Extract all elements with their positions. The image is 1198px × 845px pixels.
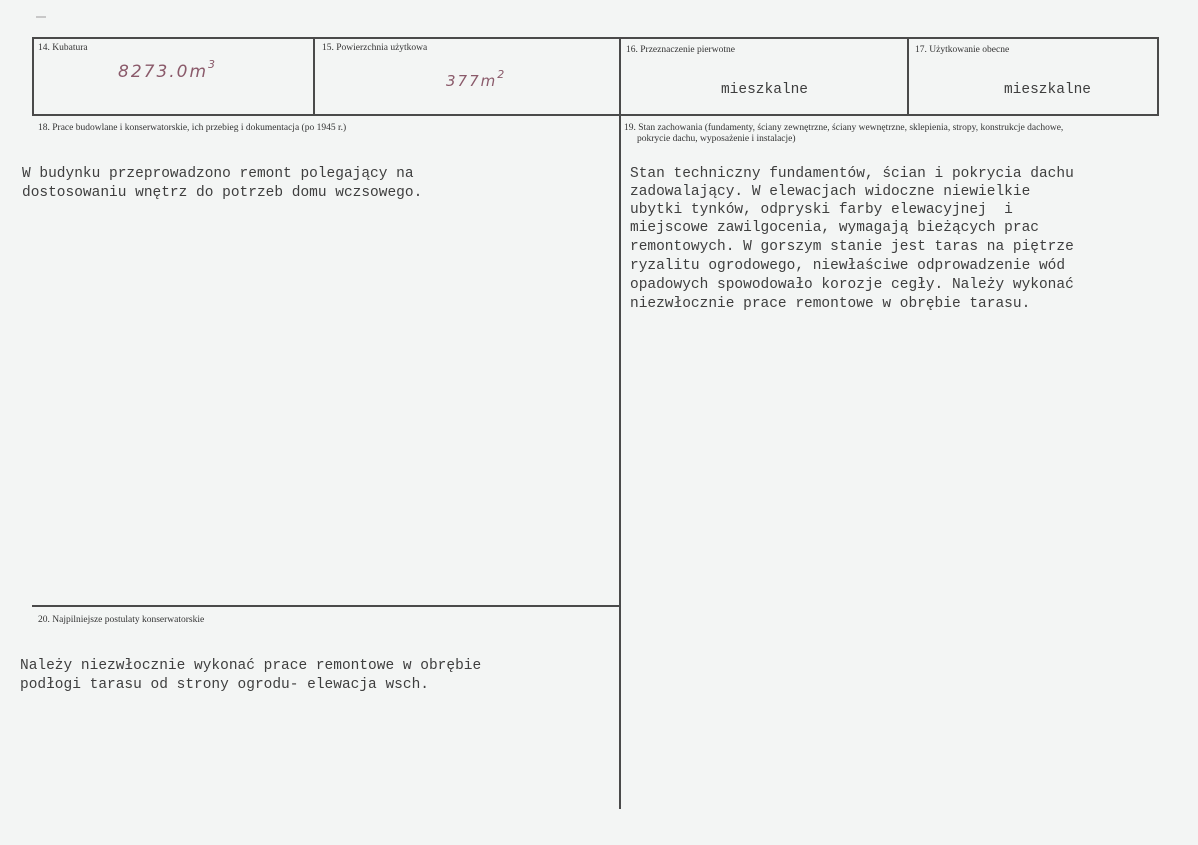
field-15-value: $377m^2$ [446,68,507,90]
field-19-line: niezwłocznie prace remontowe w obrębie tarasu. [630,296,1031,312]
field-19-label-line2: pokrycie dachu, wyposażenie i instalacje) [637,134,796,144]
field-16-value: mieszkalne [720,82,808,98]
field-20-label: 20. Najpilniejsze postulaty konserwatorskie [38,615,205,625]
center-divider [619,37,621,809]
top-border [32,37,1159,39]
field-17-label: 17. Użytkowanie obecne [915,45,1010,55]
section20-top-border [32,605,621,607]
field-16-label: 16. Przeznaczenie pierwotne [626,45,735,55]
row1-divider [32,114,1159,116]
field-14-label: 14. Kubatura [38,43,88,53]
field-19-label-line1: 19. Stan zachowania (fundamenty, ściany zewnętrzne, ściany wewnętrzne, sklepienia, stropy, konstrukcje dachowe, [624,123,1064,133]
right-border-top [1157,37,1159,116]
field-18-line: W budynku przeprowadzono remont polegający na [22,166,414,182]
field-14-value: $8273.0m^3$ [118,58,218,82]
field-19-line: remontowych. W gorszym stanie jest taras na piętrze [630,239,1074,255]
field-20-line: Należy niezwłocznie wykonać prace remontowe w obrębie [20,658,482,674]
divider-14-15 [313,37,315,116]
field-20-line: podłogi tarasu od strony ogrodu- elewacja wsch. [20,677,429,693]
field-19-line: miejscowe zawilgocenia, wymagają bieżących prac [630,220,1039,236]
field-19-line: ubytki tynków, odpryski farby elewacyjnej i [630,202,1013,218]
divider-16-17 [907,37,909,116]
field-19-line: opadowych spowodowało korozje cegły. Należy wykonać [630,277,1074,293]
field-18-line: dostosowaniu wnętrz do potrzeb domu wczsowego. [22,185,423,201]
field-17-value: mieszkalne [1003,82,1091,98]
field-19-line: Stan techniczny fundamentów, ścian i pokrycia dachu [630,166,1074,182]
field-18-label: 18. Prace budowlane i konserwatorskie, ich przebieg i dokumentacja (po 1945 r.) [38,123,347,133]
field-19-line: zadowalający. W elewacjach widoczne niewielkie [630,184,1031,200]
field-15-label: 15. Powierzchnia użytkowa [322,43,428,53]
field-19-line: ryzalitu ogrodowego, niewłaściwe odprowadzenie wód [630,258,1066,274]
corner-mark [36,16,46,18]
left-border-top [32,37,34,116]
